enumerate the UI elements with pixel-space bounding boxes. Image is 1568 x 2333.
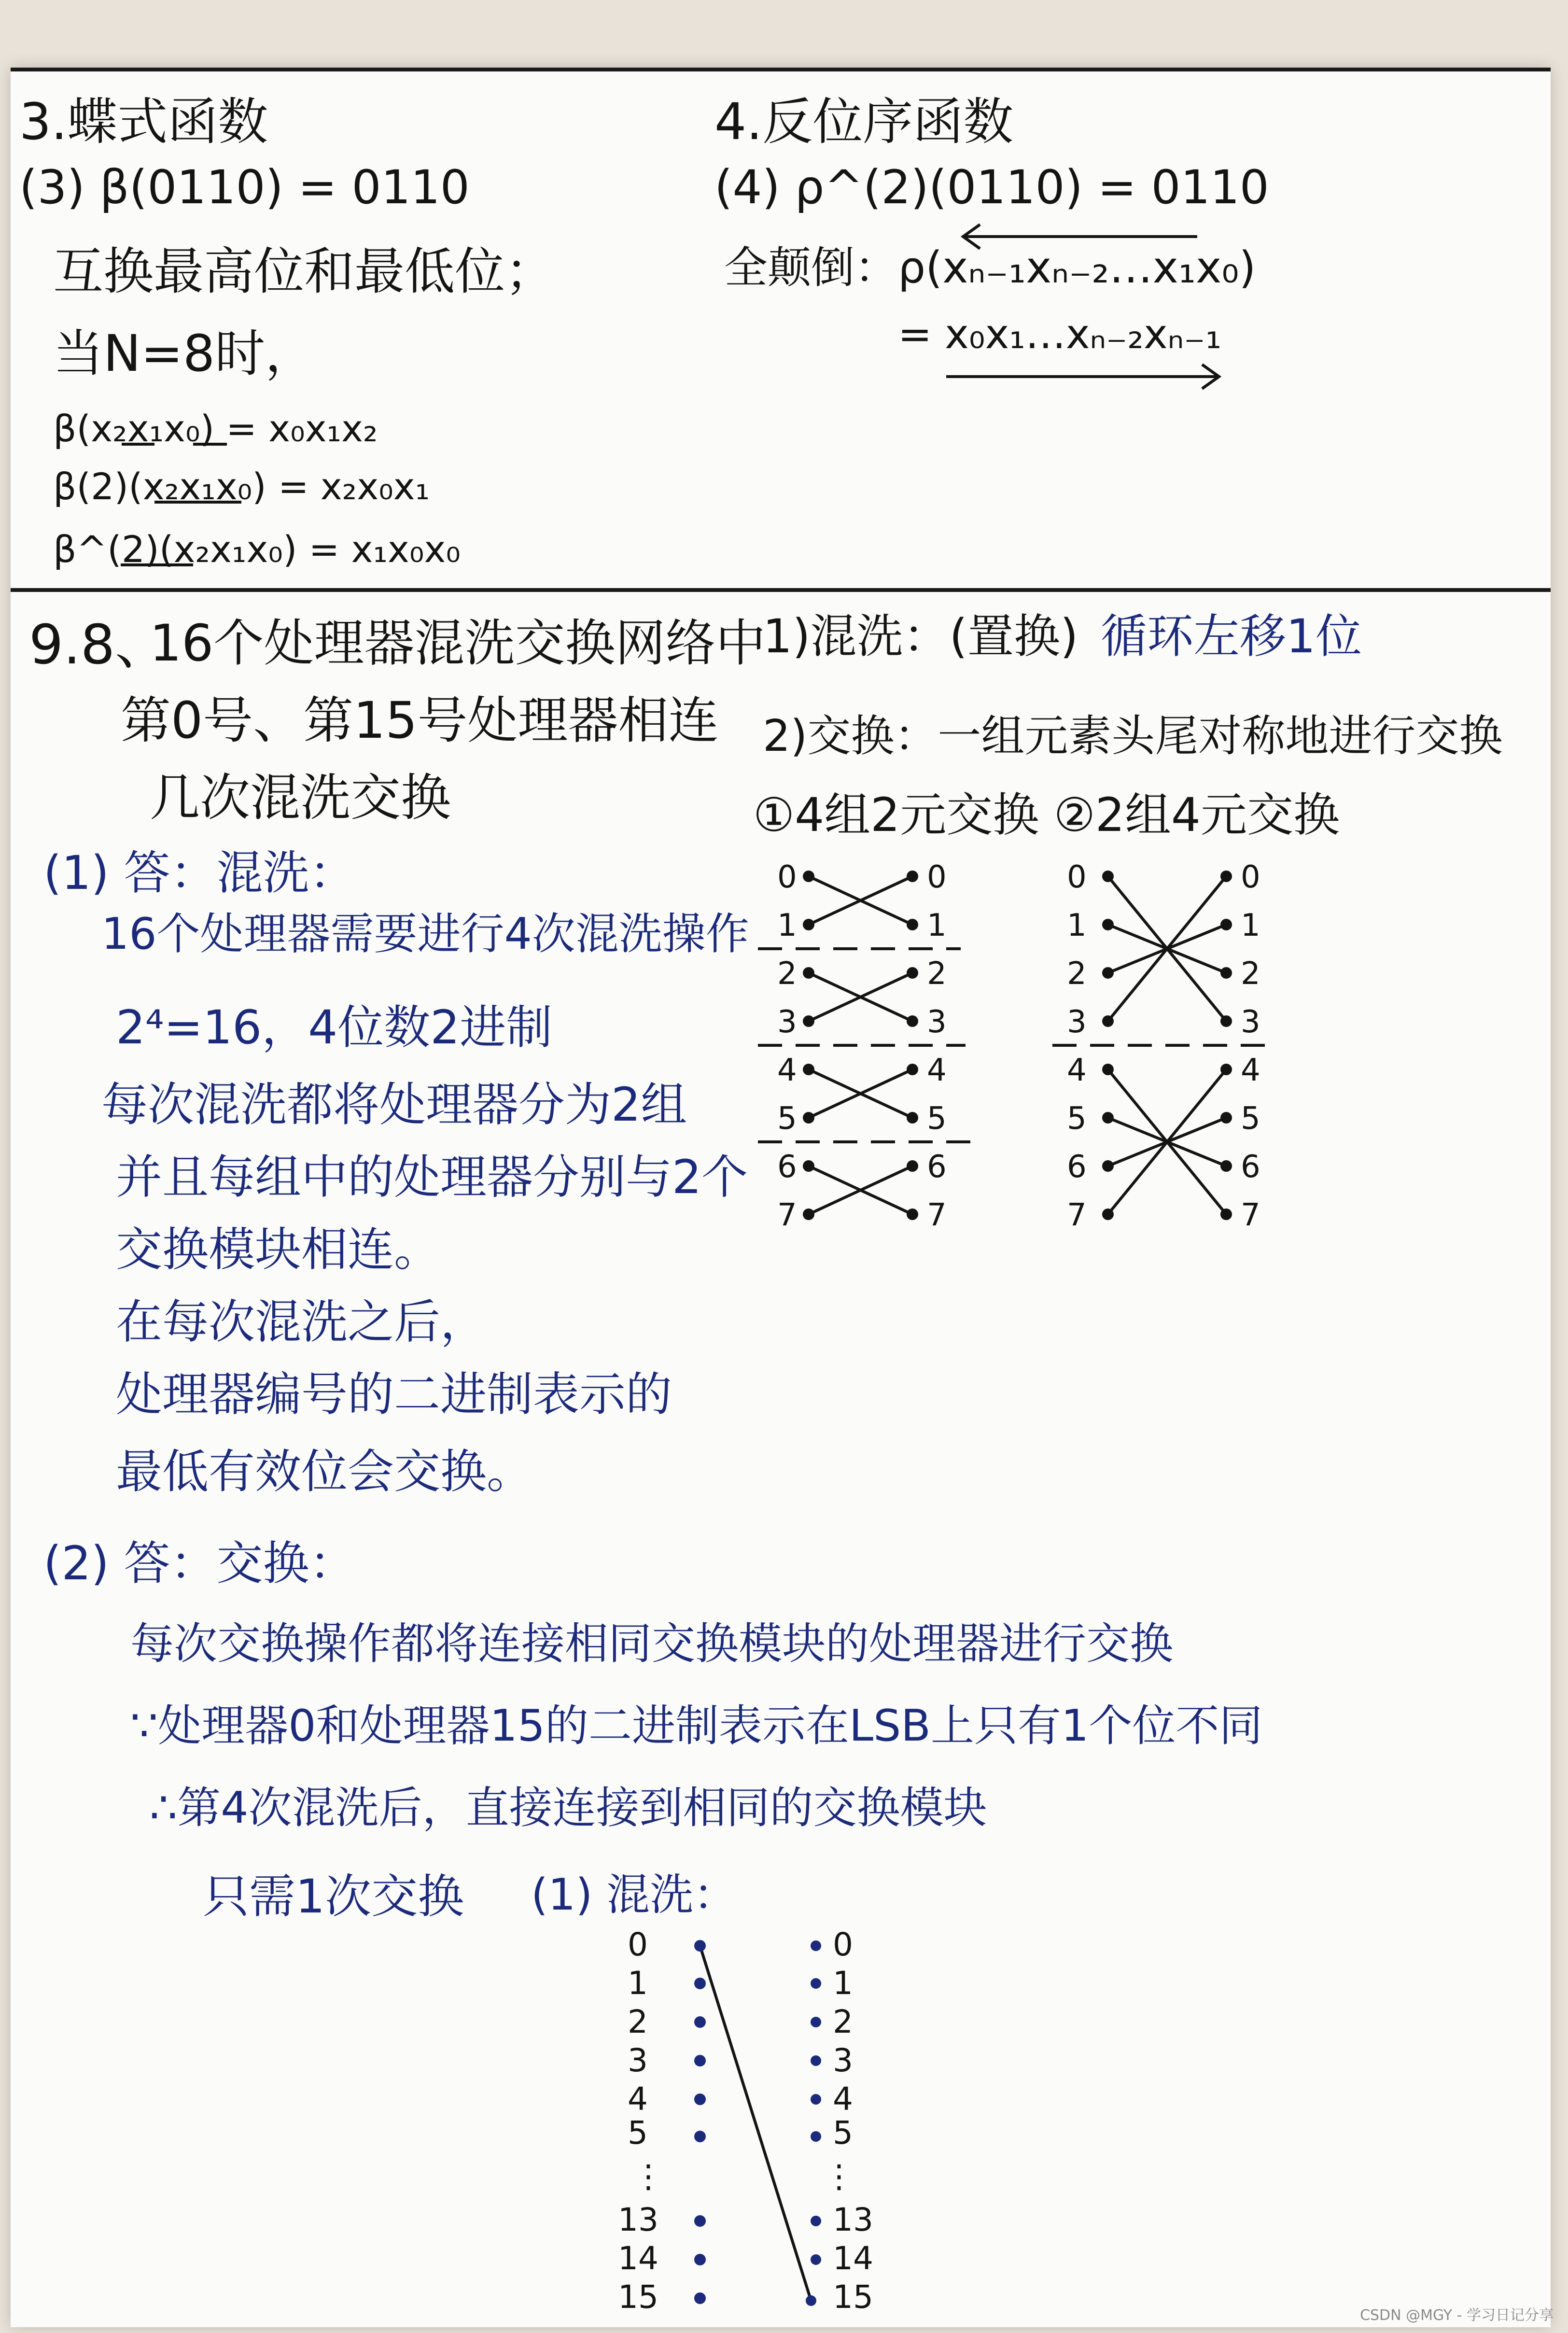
problem-line-3: 几次混洗交换 bbox=[150, 768, 451, 827]
shuffle-note: 循环左移1位 bbox=[1101, 609, 1362, 663]
d2-right-label-4: 4 bbox=[1241, 1053, 1260, 1088]
answer1-line-3: 每次混洗都将处理器分为2组 bbox=[101, 1078, 687, 1132]
d2-right-label-3: 3 bbox=[1241, 1004, 1260, 1040]
formula-3: β^(2)(x₂x₁x₀) = x₁x₀x₀ bbox=[53, 528, 461, 571]
s-right-label-1: 1 bbox=[833, 1965, 853, 2002]
d2-right-label-1: 1 bbox=[1241, 908, 1260, 943]
s-left-label-3: 3 bbox=[628, 2042, 648, 2079]
s-left-label-15: 15 bbox=[618, 2278, 658, 2316]
d2-left-label-6: 6 bbox=[1067, 1149, 1087, 1185]
exchange-diagram-4x2 bbox=[739, 859, 1028, 1246]
s-right-label-14: 14 bbox=[833, 2240, 873, 2277]
d2-left-label-5: 5 bbox=[1067, 1101, 1087, 1137]
exchange-diagram-2x4 bbox=[1038, 859, 1328, 1246]
exchange-groups: ①4组2元交换 ②2组4元交换 bbox=[753, 788, 1340, 842]
s-right-label-3: 3 bbox=[833, 2042, 853, 2079]
d2-left-label-2: 2 bbox=[1067, 956, 1087, 992]
d1-left-label-5: 5 bbox=[777, 1101, 797, 1137]
s-left-label-0: 0 bbox=[628, 1926, 648, 1963]
reverse-heading: 4.反位序函数 bbox=[714, 92, 1014, 151]
s-right-label-15: 15 bbox=[833, 2278, 873, 2316]
formula-1: β(x₂x₁x₀) = x₀x₁x₂ bbox=[53, 407, 378, 450]
s-right-label-4: 4 bbox=[833, 2080, 853, 2118]
exchange-def: 2)交换：一组元素头尾对称地进行交换 bbox=[763, 711, 1503, 761]
s-left-label-ellipsis: ⋮ bbox=[632, 2158, 664, 2195]
d1-left-label-1: 1 bbox=[777, 908, 797, 943]
d1-left-label-6: 6 bbox=[777, 1149, 797, 1185]
d2-right-label-6: 6 bbox=[1241, 1149, 1260, 1185]
answer1-line-5: 交换模块相连。 bbox=[116, 1223, 440, 1277]
s-left-label-1: 1 bbox=[628, 1965, 648, 2002]
d1-right-label-1: 1 bbox=[927, 908, 947, 943]
answer2-line-2: ∵处理器0和处理器15的二进制表示在LSB上只有1个位不同 bbox=[130, 1701, 1263, 1751]
d2-right-label-2: 2 bbox=[1241, 956, 1260, 992]
d1-right-label-0: 0 bbox=[927, 859, 947, 895]
d1-left-label-0: 0 bbox=[777, 859, 797, 895]
problem-line-1: 16个处理器混洗交换网络中 bbox=[150, 614, 766, 673]
reverse-result: = x₀x₁…xₙ₋₂xₙ₋₁ bbox=[898, 310, 1222, 358]
s-left-label-14: 14 bbox=[618, 2240, 658, 2277]
section-divider bbox=[11, 588, 1551, 592]
shuffle-dots-left bbox=[694, 1940, 706, 2304]
shuffle-link-0-15 bbox=[700, 1946, 811, 2301]
when-n8: 当N=8时， bbox=[53, 324, 316, 383]
d2-right-label-0: 0 bbox=[1241, 859, 1260, 895]
shuffle-labels-left bbox=[618, 1926, 664, 2316]
s-right-label-13: 13 bbox=[833, 2201, 873, 2238]
watermark: CSDN @MGY - 学习日记分享 bbox=[1360, 2307, 1554, 2324]
diagram1-lines bbox=[809, 876, 912, 1214]
d1-left-label-3: 3 bbox=[777, 1004, 797, 1040]
d1-left-label-2: 2 bbox=[777, 956, 797, 992]
s-left-label-4: 4 bbox=[628, 2080, 648, 2118]
q3-formula: (3) β(0110) = 0110 bbox=[19, 160, 470, 214]
s-right-label-ellipsis: ⋮ bbox=[823, 2158, 855, 2195]
d1-right-label-2: 2 bbox=[927, 956, 947, 992]
d1-right-label-4: 4 bbox=[927, 1053, 947, 1088]
s-right-label-2: 2 bbox=[833, 2003, 853, 2040]
d1-left-label-7: 7 bbox=[777, 1197, 797, 1233]
answer1-line-2: 2⁴=16，4位数2进制 bbox=[116, 1000, 553, 1054]
d2-left-label-0: 0 bbox=[1067, 859, 1087, 895]
answer1-line-7: 处理器编号的二进制表示的 bbox=[116, 1367, 672, 1421]
answer1-line-1: 16个处理器需要进行4次混洗操作 bbox=[101, 909, 749, 959]
swap-desc: 互换最高位和最低位； bbox=[53, 242, 556, 301]
shuffle-diagram bbox=[599, 1926, 927, 2322]
d1-right-label-7: 7 bbox=[927, 1197, 947, 1233]
s-left-label-2: 2 bbox=[628, 2003, 648, 2040]
answer1-line-4: 并且每组中的处理器分别与2个 bbox=[116, 1150, 748, 1204]
d2-left-label-7: 7 bbox=[1067, 1197, 1087, 1233]
reverse-arrows bbox=[0, 0, 1568, 588]
d1-right-label-3: 3 bbox=[927, 1004, 947, 1040]
s-left-label-5: 5 bbox=[628, 2114, 648, 2151]
d1-left-label-4: 4 bbox=[777, 1053, 797, 1088]
d1-right-label-5: 5 bbox=[927, 1101, 947, 1137]
shuffle-labels-right bbox=[823, 1926, 873, 2316]
s-right-label-0: 0 bbox=[833, 1926, 853, 1963]
answer1-line-8: 最低有效位会交换。 bbox=[116, 1445, 533, 1499]
butterfly-heading: 3.蝶式函数 bbox=[19, 92, 268, 151]
d2-right-label-7: 7 bbox=[1241, 1197, 1260, 1233]
answer1-head: (1) 答：混洗： bbox=[43, 846, 356, 900]
problem-line-2: 第0号、第15号处理器相连 bbox=[121, 691, 719, 750]
d2-left-label-1: 1 bbox=[1067, 908, 1087, 943]
answer2-line-4: 只需1次交换 bbox=[203, 1869, 464, 1924]
shuffle-dots-right bbox=[806, 1940, 821, 2306]
answer2-head: (2) 答：交换： bbox=[43, 1536, 356, 1590]
answer1-line-6: 在每次混洗之后， bbox=[116, 1295, 487, 1349]
d2-left-label-4: 4 bbox=[1067, 1053, 1087, 1088]
d2-right-label-5: 5 bbox=[1241, 1101, 1260, 1137]
answer2-line-1: 每次交换操作都将连接相同交换模块的处理器进行交换 bbox=[130, 1618, 1173, 1669]
shuffle-def: 1)混洗：(置换) bbox=[763, 609, 1078, 663]
answer2-shuffle-label: (1) 混洗： bbox=[531, 1869, 737, 1920]
s-left-label-13: 13 bbox=[618, 2201, 658, 2238]
answer2-line-3: ∴第4次混洗后，直接连接到相同的交换模块 bbox=[150, 1783, 987, 1833]
full-reverse: 全颠倒：ρ(xₙ₋₁xₙ₋₂…x₁x₀) bbox=[724, 242, 1256, 293]
s-right-label-5: 5 bbox=[833, 2114, 853, 2151]
problem-number: 9.8、 bbox=[29, 614, 169, 676]
d1-right-label-6: 6 bbox=[927, 1149, 947, 1185]
d2-left-label-3: 3 bbox=[1067, 1004, 1087, 1040]
formula-2: β(2)(x₂x₁x₀) = x₂x₀x₁ bbox=[53, 465, 430, 508]
diagram1-dots bbox=[803, 871, 918, 1220]
q4-formula: (4) ρ^(2)(0110) = 0110 bbox=[714, 160, 1269, 214]
